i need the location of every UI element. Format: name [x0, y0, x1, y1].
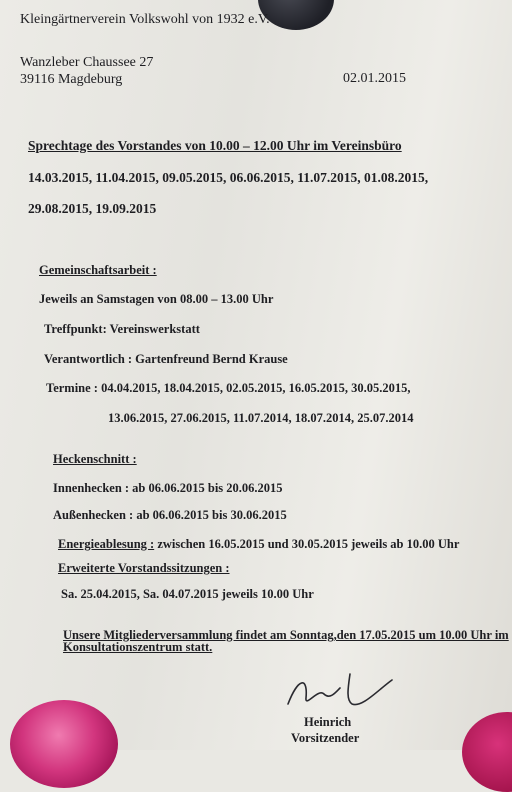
- sitzungen-heading: Erweiterte Vorstandssitzungen :: [58, 561, 230, 575]
- document-date: 02.01.2015: [343, 71, 406, 86]
- sprechtage-dates-2: 29.08.2015, 19.09.2015: [28, 201, 157, 216]
- gemeinschaft-termine-2: 13.06.2015, 27.06.2015, 11.07.2014, 18.07.2014, 25.07.2014: [108, 411, 414, 425]
- address-street: Wanzleber Chaussee 27: [20, 55, 154, 70]
- magnet-bottom-left: [10, 700, 118, 788]
- versammlung-line-1: Unsere Mitgliederversammlung findet am Sonntag,den 17.05.2015 um 10.00 Uhr im: [63, 628, 509, 642]
- gemeinschaft-termine-1: Termine : 04.04.2015, 18.04.2015, 02.05.2015, 16.05.2015, 30.05.2015,: [46, 381, 411, 395]
- signature-title: Vorsitzender: [291, 731, 360, 745]
- org-name: Kleingärtnerverein Volkswohl von 1932 e.V.: [20, 12, 270, 27]
- gemeinschaft-samstag: Jeweils an Samstagen von 08.00 – 13.00 Uhr: [39, 292, 274, 306]
- sprechtage-heading: Sprechtage des Vorstandes von 10.00 – 12.00 Uhr im Vereinsbüro: [28, 138, 402, 153]
- address-city: 39116 Magdeburg: [20, 72, 123, 87]
- gemeinschaft-treffpunkt: Treffpunkt: Vereinswerkstatt: [44, 322, 200, 336]
- versammlung-line-2: Konsultationszentrum statt.: [63, 640, 213, 654]
- sprechtage-dates-1: 14.03.2015, 11.04.2015, 09.05.2015, 06.06.2015, 11.07.2015, 01.08.2015,: [28, 170, 429, 185]
- energie-text: zwischen 16.05.2015 und 30.05.2015 jeweils ab 10.00 Uhr: [154, 537, 460, 551]
- hecken-heading: Heckenschnitt :: [53, 452, 137, 466]
- gemeinschaft-heading: Gemeinschaftsarbeit :: [39, 263, 157, 277]
- hecken-innen: Innenhecken : ab 06.06.2015 bis 20.06.2015: [53, 481, 283, 495]
- signature-name: Heinrich: [304, 715, 352, 729]
- energie-label: Energieablesung :: [58, 537, 155, 551]
- hecken-aussen: Außenhecken : ab 06.06.2015 bis 30.06.2015: [53, 508, 287, 522]
- signature-scribble: [278, 668, 398, 714]
- gemeinschaft-verantwortlich: Verantwortlich : Gartenfreund Bernd Krause: [44, 352, 288, 366]
- sitzungen-text: Sa. 25.04.2015, Sa. 04.07.2015 jeweils 10.00 Uhr: [61, 587, 314, 601]
- energie-line: [58, 537, 459, 552]
